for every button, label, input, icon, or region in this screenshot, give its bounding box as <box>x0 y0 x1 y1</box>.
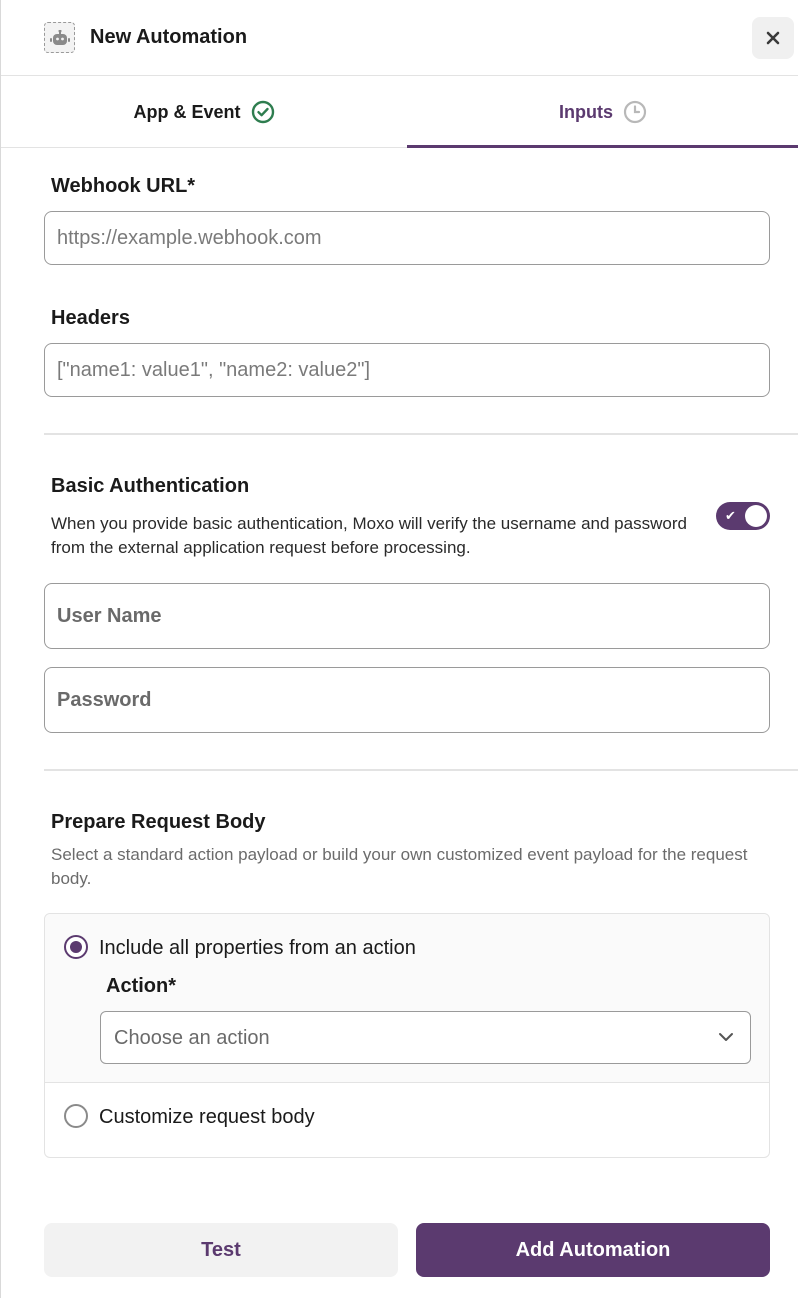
action-select[interactable] <box>100 1011 751 1064</box>
close-button[interactable] <box>752 17 794 59</box>
clock-icon <box>623 100 647 124</box>
basic-auth-description: When you provide basic authentication, Moxo will verify the username and password from the external application request before processing. <box>51 514 687 557</box>
close-icon <box>766 31 780 45</box>
request-body-description: Select a standard action payload or build your own customized event payload for the request body. <box>51 845 748 888</box>
action-label: Action* <box>106 975 176 997</box>
check-icon: ✔ <box>725 508 736 523</box>
webhook-url-label: Webhook URL* <box>51 175 196 197</box>
tab-app-event[interactable] <box>1 76 407 148</box>
password-input[interactable] <box>44 667 770 733</box>
radio-include-all[interactable] <box>64 935 88 959</box>
tab-inputs[interactable] <box>407 76 798 148</box>
section-divider <box>44 769 798 771</box>
active-tab-indicator <box>407 145 798 148</box>
username-input[interactable] <box>44 583 770 649</box>
request-body-options <box>44 913 770 1158</box>
webhook-url-input[interactable] <box>44 211 770 265</box>
headers-label: Headers <box>51 307 130 329</box>
basic-auth-title: Basic Authentication <box>51 475 250 497</box>
basic-auth-toggle[interactable] <box>716 502 770 530</box>
test-button[interactable]: Test <box>44 1223 398 1277</box>
panel-header <box>1 0 798 76</box>
option-customize-label[interactable]: Customize request body <box>99 1106 315 1128</box>
step-tabs <box>1 76 798 148</box>
section-divider <box>44 433 798 435</box>
option-include-all-label[interactable]: Include all properties from an action <box>99 937 416 959</box>
headers-input[interactable] <box>44 343 770 397</box>
option-all-properties <box>45 914 769 1083</box>
check-circle-icon <box>251 100 275 124</box>
chevron-down-icon <box>718 1029 734 1045</box>
tab-inputs-label: Inputs <box>559 101 613 122</box>
add-automation-button[interactable]: Add Automation <box>416 1223 770 1277</box>
action-select-value: Choose an action <box>114 1027 270 1049</box>
robot-icon <box>44 22 75 53</box>
radio-customize[interactable] <box>64 1104 88 1128</box>
panel-title: New Automation <box>90 26 248 48</box>
toggle-knob <box>745 505 767 527</box>
tab-app-event-label: App & Event <box>133 101 241 122</box>
request-body-title: Prepare Request Body <box>51 811 266 833</box>
